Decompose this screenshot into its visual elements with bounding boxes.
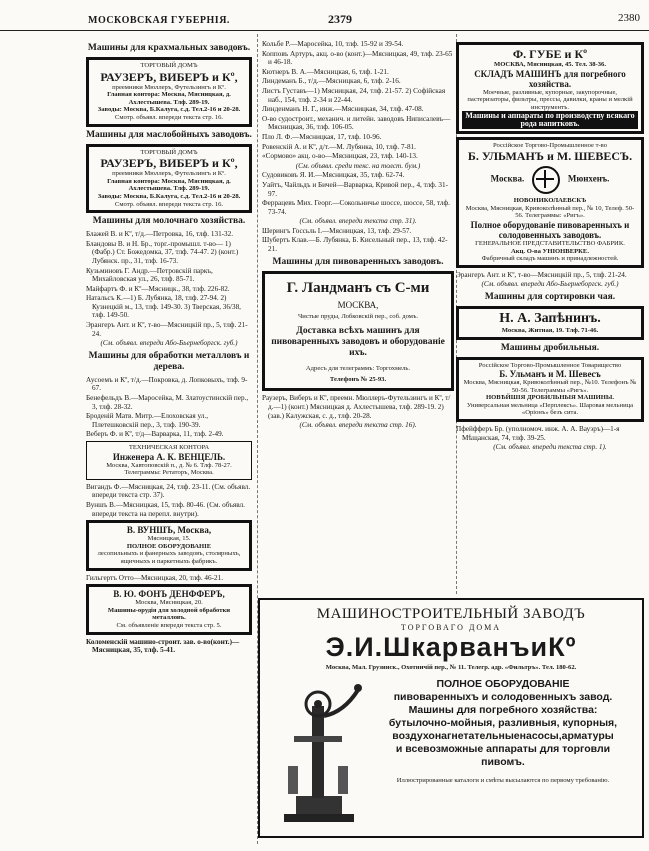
- ad-name: РАУЗЕРЪ, ВИБЕРЪ и Кº,: [100, 156, 238, 171]
- ad-brand: НОВОНИКОЛАЕВСКЪ: [513, 197, 587, 205]
- entry: Линдеманъ Б., т/д.—Мясницкая, 6, тлф. 2-16.: [262, 77, 401, 86]
- ad-name: РАУЗЕРЪ, ВИБЕРЪ и Кº,: [100, 69, 238, 84]
- header-region: МОСКОВСКАЯ ГУБЕРНIЯ.: [88, 15, 230, 26]
- entry: Вуншъ В.—Мясницкая, 15, тлф. 80-46. (См. объявл. впереди текста на перепл. внутри).: [86, 500, 245, 518]
- entry: Веберъ Ф. и Кº, т/д—Варварка, 11, тлф. 2-49.: [86, 430, 224, 439]
- entry: Броденій Матв. Митр.—Елоховская ул., Плетешковскій пер., 3, тлф. 190-39.: [86, 412, 208, 429]
- ad-line: Москва, Мясницкая, Кривоколѣнный пер., №10. Телефонъ № 50-56. Телеграммы «Ригъ».: [463, 379, 637, 394]
- ad-title: МАШИНОСТРОИТЕЛЬНЫЙ ЗАВОДЪ: [316, 606, 586, 622]
- ad-city: Москва.: [490, 173, 525, 184]
- ad-line: Москва, Мясницкая, Кривоколѣнный пер., № 10, Телеф. 50-56. Телеграммы: «Ригъ».: [465, 204, 635, 220]
- ad-line: Фабричный складъ машинъ и принадлежностей.: [481, 255, 619, 263]
- entry: Бенефельдъ В.—Маросейка, М. Златоустинскій пер., 3, тлф. 28-32.: [86, 394, 249, 411]
- entry-note: (См. объявл. впереди Або-Бьернеборгск. губ.): [481, 280, 619, 289]
- ad-telegram: Адресъ для телеграммъ: Торгохмель.: [305, 365, 411, 373]
- ad-line: Машины-орудія для холодной обработки металловъ.: [107, 606, 231, 622]
- ad-top: Россійское Торгово-Промышленное т-во: [492, 141, 608, 149]
- ad-line: Заводы: Москва, Б.Калуга, с.д. Тел.2-16 и 20-28.: [97, 192, 241, 200]
- ad-line: Москва, Мясницкая, 20.: [135, 599, 203, 607]
- ad-city: Мюнхенъ.: [567, 173, 610, 184]
- section-title: Машины для маслобойныхъ заводовъ.: [86, 129, 252, 140]
- entry: Натальсъ К.—1) Б. Лубянка, 18, тлф. 27-94. 2) Кузнецкій м., 13, тлф. 149-30. 3) Тверская, 36/38, тлф. 149-50.: [86, 294, 241, 320]
- entry: «Сормово» акц. о-во—Мясницкая, 23, тлф. 140-13.: [262, 152, 418, 161]
- entry: Аусоемъ и Кº, т/д.—Покровка, д. Лопковыхъ, тлф. 9-67.: [86, 375, 248, 393]
- ad-ulman-1: [456, 137, 644, 268]
- entry: Блажей В. и Кº, т/д.—Петровка, 16, тлф. 131-32.: [86, 230, 234, 239]
- ad-line: Смотр. объявл. впереди текста стр. 16.: [114, 200, 224, 208]
- ad-rauzer-1: [86, 57, 252, 127]
- entry: Листъ Густавъ—1) Мясницкая, 24, тлф. 21-57. 2) Софійская наб., 154, тлф. 2-34 и 22-44.: [262, 86, 446, 104]
- ad-line: СКЛАДЪ МАШИНЪ для погребного хозяйства.: [474, 68, 626, 89]
- column-2: [262, 40, 454, 431]
- ad-line: НОВѢЙШІЯ ДРОБИЛЬНЫЯ МАШИНЫ.: [485, 394, 615, 402]
- ad-line: ПОЛНОЕ ОБОРУДОВАНІЕ: [126, 542, 212, 550]
- entry: Уайтъ, Чайльдъ и Бичей—Варварка, Кривой пер., 4, тлф. 31-97.: [262, 180, 449, 198]
- ad-shkarvan: [258, 598, 644, 838]
- ad-line: МОСКВА, Мясницкая, 45. Тел. 38-36.: [494, 61, 606, 68]
- ad-line: преемники Мюллеръ, Футельзингъ и Кº.: [112, 170, 226, 178]
- ad-line: Машины для погребного хозяйства:: [408, 704, 598, 716]
- ad-vunsh: [86, 520, 252, 570]
- ad-line: Полное оборудованіе пивоваренныхъ и солодовенныхъ заводовъ.: [470, 219, 630, 240]
- ad-line: ПОЛНОЕ ОБОРУДОВАНІЕ: [436, 678, 570, 690]
- ad-line: Москва, Житная, 19. Тлф. 71-46.: [501, 326, 599, 334]
- entry-note: (См. объявл. среди текс. на толст. бум.): [295, 161, 421, 170]
- entry-note: (См. объявл. впереди Або-Бьернеборгск. губ.): [100, 339, 238, 348]
- ad-footnote: Иллюстрированные каталоги и смѣты высылаются по первому требованію.: [396, 777, 610, 784]
- ad-line: См. объявленіе впереди текста стр. 5.: [116, 621, 222, 629]
- ad-ulman-2: [456, 357, 644, 423]
- ad-line: Главная контора: Москва, Мясницкая, д. Ахлестышева. Тлф. 289-19.: [107, 177, 231, 193]
- ad-name: Инженера А. К. ВЕНЦЕЛЬ.: [112, 451, 226, 462]
- ad-line: Москва, Хавтоповскій п., д. № 6. Тлф. 78-27. Телеграммы: Ретаторъ, Москва.: [106, 461, 232, 477]
- ad-name: Ф. ГУБЕ и Кº: [512, 47, 588, 61]
- entry: Кютнеръ В. А.—Мясницкая, 6, тлф. 1-21.: [262, 67, 389, 76]
- entry: Гильгертъ Отто—Мясницкая, 20, тлф. 46-21.: [86, 573, 223, 582]
- ad-rauzer-2: [86, 144, 252, 214]
- column-3: [456, 40, 644, 453]
- ad-top: ТОРГОВЫЙ ДОМЪ: [140, 62, 198, 69]
- entry: Пфейфферъ Бр. (уполномоч. инж. А. А. Вауэръ)—1-я Мѣщанская, 74, тлф. 39-25.: [456, 425, 620, 442]
- ad-address: Чистые пруды, Лобковскій пер., соб. домъ.: [298, 312, 418, 320]
- entry: Судовиковъ Я. И.—Мясницкая, 35, тлф. 62-74.: [262, 171, 405, 180]
- ad-line: Машины и аппараты по производству всякаго рода напитковъ.: [462, 111, 638, 128]
- entry: Бландовы В. и Н. Бр., торг.-промышл. т-во— 1) (Фабр.) Ст. Божедомка, 37, тлф. 74-47. 2) (конт.) Лубянск. пр., 31, тлф. 16-73.: [86, 239, 239, 265]
- ad-top: ТЕХНИЧЕСКАЯ КОНТОРА: [128, 444, 210, 451]
- ad-line: Мясницкая, 15.: [147, 535, 191, 543]
- page-number-left: 2379: [328, 12, 352, 26]
- entry: Майфартъ Ф. и Кº—Мясницк., 38, тлф. 226-82.: [86, 284, 230, 293]
- entry: Пло Л. Ф.—Мясницкая, 17, тлф. 10-96.: [262, 132, 382, 141]
- entry: Шерингъ Госсьль І.—Мясницкая, 13, тлф. 29-57.: [262, 226, 412, 235]
- ad-denffer: [86, 584, 252, 634]
- ad-line: бутылочно-мойныя, разливныя, купорныя,: [388, 717, 618, 729]
- entry-note: (См. объявл. впереди текста стр. 31).: [299, 217, 417, 226]
- ad-name: В. Ю. ФОНЪ ДЕНФФЕРЪ,: [113, 589, 225, 600]
- section-title: Машины для сортировки чая.: [484, 291, 616, 302]
- ad-gube: [456, 42, 644, 134]
- ad-name: Н. А. Запѣнинъ.: [499, 310, 601, 326]
- ad-line: Акц. О-ва УНІОНВЕРКЕ.: [511, 247, 589, 255]
- ad-line: Моечные, разливные, купорные, закупорочные, пастеризаторы, фильтры, прессы, давилки, краны и мелкій инструментъ.: [467, 88, 633, 111]
- ad-line: Главная контора: Москва, Мясницкая, д. Ахлестышева. Тлф. 289-19.: [107, 91, 231, 106]
- entry: Раузеръ, Виберъ и Кº, преемн. Мюллеръ-Футельзингъ и Кº, т/д.—1) (конт.) Мясницкая д. Ахлестышева, тлф. 289-19. 2) (зав.) Калужская, с. д., тлф. 20-28.: [262, 394, 451, 420]
- entry-note: (См. объявл. впереди текста стр. 16).: [299, 421, 417, 430]
- entry-note: (См. объявл. впереди текста стр. 1).: [493, 443, 607, 452]
- ad-zapenin: [456, 306, 644, 340]
- entry: Кузьминовъ Г. Андр.—Петровскій паркъ, Михайловская ул., 26, тлф. 85-71.: [86, 266, 213, 284]
- ad-line: преемники Мюллеръ, Футельзингъ и Кº.: [112, 83, 226, 91]
- entry: Эрангеръ Ант. и Кº, т-во—Мясницкій пр., 5, тлф. 21-24.: [456, 270, 627, 279]
- section-title: Машины дробильныя.: [500, 342, 600, 353]
- entry: Ровенскій А. и Кº, д/т.—М. Лубянка, 10, тлф. 7-81.: [262, 142, 416, 151]
- ad-phone: Телефонъ № 25-93.: [329, 375, 387, 383]
- ad-line: Универсальная мельница «Перплексъ». Шаровая мельница «Оріонъ» безъ сита.: [466, 401, 634, 417]
- ad-name: В. ВУНШЪ, Москва,: [126, 525, 212, 536]
- ad-subtitle: ТОРГОВАГО ДОМА: [400, 623, 502, 632]
- ad-line: воздухонагнетательныенасосы,арматуры: [392, 730, 614, 742]
- ad-landman: [262, 271, 454, 392]
- ad-line: Доставка всѣхъ машинъ для пивоваренныхъ заводовъ и оборудованіе ихъ.: [271, 326, 445, 359]
- section-title: Машины для обработки металловъ и дерева.: [88, 350, 250, 372]
- entry: Кольбе Р.—Маросейка, 10, тлф. 15-92 и 39-54.: [262, 40, 404, 48]
- entry: Вигандъ Ф.—Мясницкая, 24, тлф. 23-11. (См. объявл. впереди текста стр. 37).: [86, 482, 251, 500]
- ad-line: и всевозможные аппараты для торговли: [395, 743, 611, 755]
- ad-city: МОСКВА,: [337, 299, 379, 310]
- ad-line: Смотр. объявл. впереди текста стр. 16.: [114, 113, 224, 121]
- ad-name: Г. Ландманъ съ С-ми: [286, 279, 430, 296]
- ad-line: пивоваренныхъ и солодовенныхъ завод.: [393, 691, 613, 703]
- ad-line: Заводы: Москва, Б.Калуга, с.д. Тел.2-16 и 20-28.: [97, 106, 241, 114]
- entry: Эрангеръ Ант. и Кº, т-во—Мясницкій пр., 5, тлф. 21-24.: [86, 321, 248, 338]
- entry: Копповъ Артуръ, акц. о-во (конт.)—Мясницкая, 49, тлф. 23-65 и 46-18.: [262, 49, 453, 67]
- ad-top: ТОРГОВЫЙ ДОМЪ: [140, 148, 198, 156]
- ad-name: Э.И.ШкарванъиКº: [325, 632, 577, 662]
- ad-top: Россійское Торгово-Промышленное Товарищество: [478, 361, 622, 369]
- column-1: [86, 40, 252, 656]
- ad-line: ГЕНЕРАЛЬНОЕ ПРЕДСТАВИТЕЛЬСТВО ФАБРИК.: [475, 239, 625, 247]
- section-title: Машины для пивоваренныхъ заводовъ.: [272, 256, 444, 267]
- bottling-machine-illustration: [274, 676, 366, 826]
- entry: Коломенскій машино-строит. зав. о-во(конт.)—Мясницкая, 35, тлф. 5-41.: [86, 637, 240, 655]
- ad-address: Москва, Мал. Грузинск., Охотничій пер., № 11. Телегр. адр. «Фильтръ». Тел. 180-62.: [325, 664, 577, 671]
- page-header: [0, 6, 649, 31]
- ad-line: пивомъ.: [481, 756, 525, 768]
- entry: Линденманъ Н. Г., инж.—Мясницкая, 34, тлф. 47-08.: [262, 105, 424, 114]
- entry: Шубертъ Клав.—Б. Лубянка, Б. Кисельный пер., 13, тлф. 42-21.: [262, 236, 448, 254]
- ad-ventsel: [86, 441, 252, 480]
- ad-name: Б. Ульманъ и М. Шевесъ: [499, 369, 601, 380]
- section-title: Машины для молочнаго хозяйства.: [92, 216, 246, 227]
- entry: О-во судостроит., механич. и литейн. заводовъ Ниписалевъ—Мясницкая, 36, тлф. 106-05.: [262, 114, 451, 132]
- ad-name: Б. УЛЬМАНЪ и М. ШЕВЕСЪ.: [467, 149, 633, 164]
- section-title: Машины для крахмальных заводовъ.: [87, 43, 251, 53]
- entry: Феррацевъ Мих. Георг.—Сокольничье шоссе, шоссе, 58, тлф. 73-74.: [262, 199, 450, 216]
- ad-line: лесопильныхъ и фанерныхъ заводовъ, столярныхъ, ящичныхъ и паркетныхъ фабрикъ.: [97, 550, 241, 565]
- page-number-right: 2380: [618, 12, 640, 24]
- company-logo-icon: [532, 166, 560, 194]
